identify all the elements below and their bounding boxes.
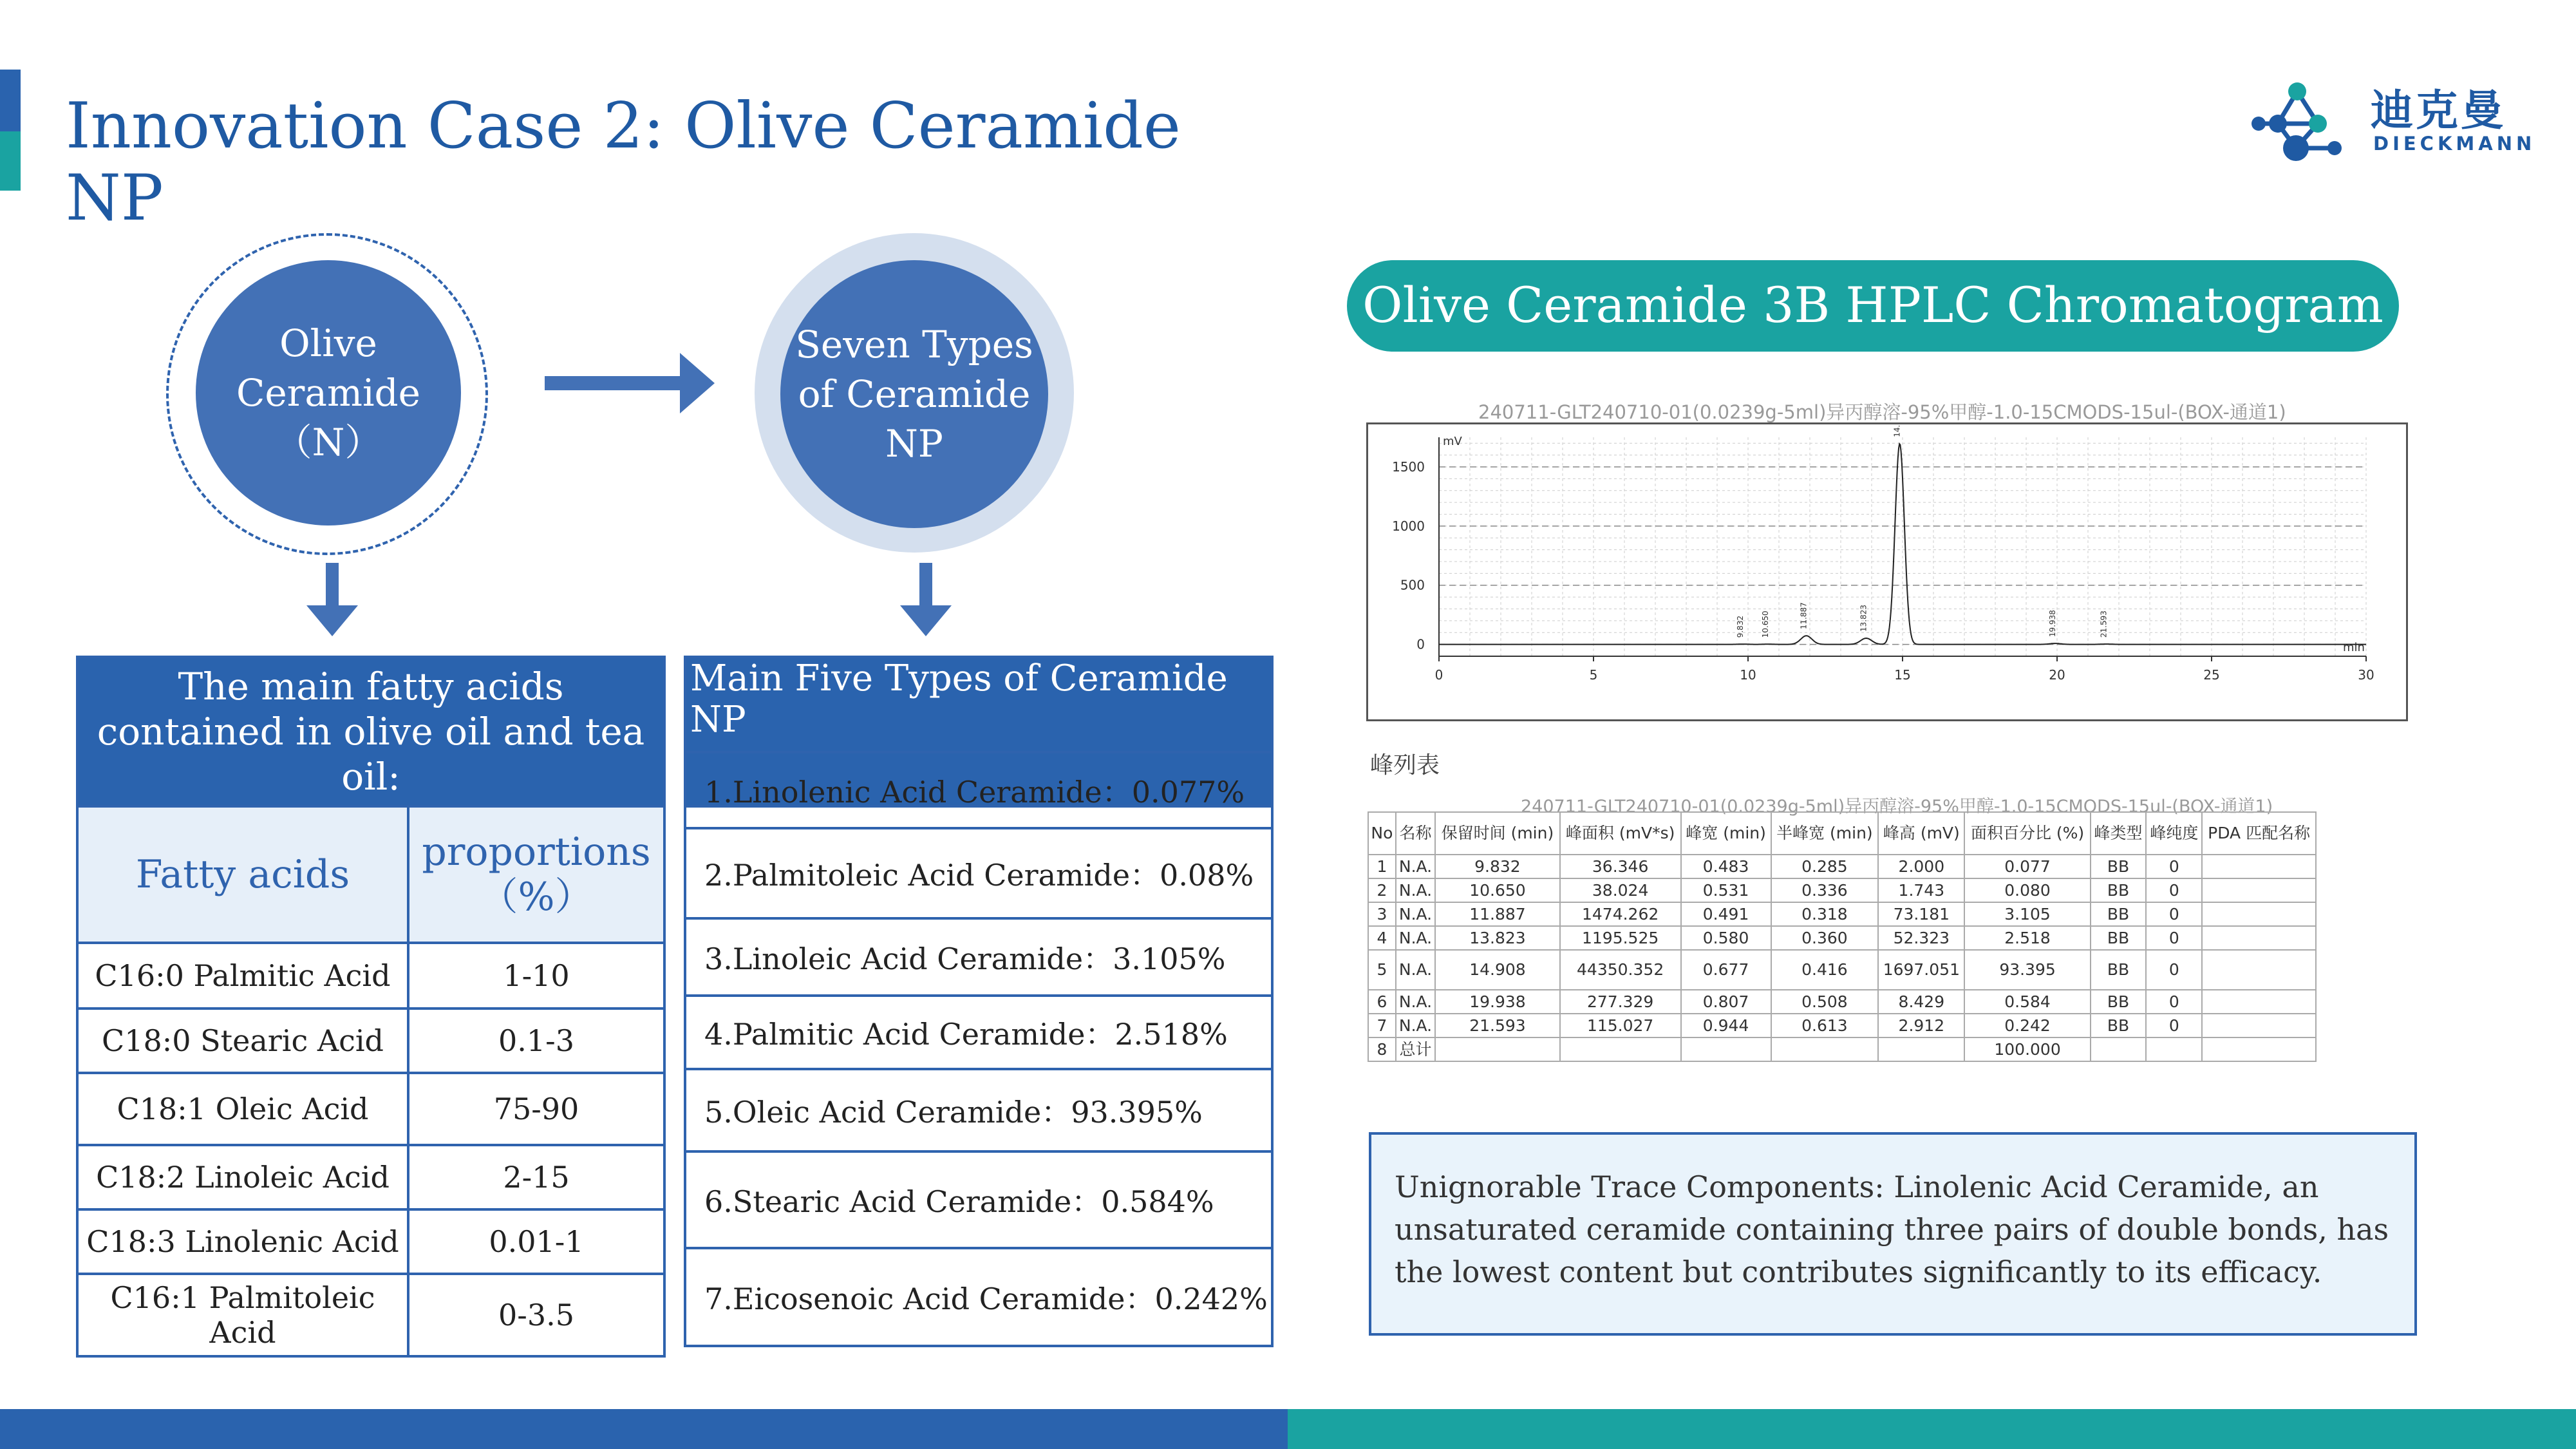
hplc-title: Olive Ceramide 3B HPLC Chromatogram [1362, 276, 2383, 334]
peak-cell: BB [2091, 950, 2147, 990]
peak-cell: 5 [1368, 950, 1396, 990]
circle-line: Seven Types [795, 322, 1033, 366]
proportion-cell: 0-3.5 [408, 1274, 664, 1356]
table-row [685, 996, 1272, 1069]
list-item: 2.Palmitoleic Acid Ceramide：0.08% [685, 828, 1272, 918]
peak-cell: 0.677 [1681, 950, 1771, 990]
peak-column-header: 峰高 (mV) [1878, 812, 1964, 855]
table-row [685, 1151, 1272, 1248]
hplc-title-pill [1347, 260, 2399, 352]
peak-cell: BB [2091, 855, 2147, 878]
peak-cell: 6 [1368, 990, 1396, 1014]
circle-line: of Ceramide [798, 372, 1031, 416]
table-row [685, 918, 1272, 996]
peak-cell: N.A. [1396, 878, 1435, 902]
peak-table-header-row [1368, 812, 2316, 855]
peak-cell: 0.944 [1681, 1014, 1771, 1037]
peak-cell: 277.329 [1560, 990, 1681, 1014]
peak-table-caption: 240711-GLT240710-01(0.0239g-5ml)异丙醇溶-95%甲醇-1.0-15CMODS-15ul-(BOX-通道1) [1521, 797, 2273, 817]
circle-line: （N） [274, 420, 382, 464]
peak-label: 11.887 [1799, 602, 1809, 630]
peak-cell: 93.395 [1964, 950, 2090, 990]
peak-column-header: No [1368, 812, 1396, 855]
table-row [685, 752, 1272, 828]
peak-cell [2202, 878, 2316, 902]
peak-cell: 2.000 [1878, 855, 1964, 878]
list-item: 6.Stearic Acid Ceramide：0.584% [685, 1151, 1272, 1248]
x-tick-label: 30 [2358, 667, 2374, 683]
peak-cell: 0.584 [1964, 990, 2090, 1014]
peak-cell: 0 [2146, 950, 2202, 990]
seven-types-circle [780, 260, 1048, 528]
table-row [1368, 926, 2316, 950]
list-item: 7.Eicosenoic Acid Ceramide：0.242% [685, 1248, 1272, 1346]
x-tick-label: 20 [2049, 667, 2065, 683]
peak-cell: 0.336 [1771, 878, 1879, 902]
peak-cell: 52.323 [1878, 926, 1964, 950]
peak-column-header: 峰纯度 [2146, 812, 2202, 855]
peak-cell: 13.823 [1435, 926, 1559, 950]
peak-cell: 0.360 [1771, 926, 1879, 950]
table-row [77, 1009, 664, 1073]
peak-cell: 1474.262 [1560, 902, 1681, 926]
peak-cell: 0.580 [1681, 926, 1771, 950]
peak-cell: 1195.525 [1560, 926, 1681, 950]
peak-cell: N.A. [1396, 855, 1435, 878]
peak-cell: BB [2091, 878, 2147, 902]
table-row [1368, 950, 2316, 990]
peak-cell: N.A. [1396, 990, 1435, 1014]
peak-table [1368, 811, 2317, 1062]
peak-cell: 1 [1368, 855, 1396, 878]
accent-bar [0, 131, 21, 191]
peak-cell: 115.027 [1560, 1014, 1681, 1037]
peak-cell [2091, 1037, 2147, 1061]
peak-label: 9.832 [1735, 615, 1745, 638]
column-header: proportions（%） [408, 806, 664, 943]
peak-cell: 7 [1368, 1014, 1396, 1037]
peak-cell: 10.650 [1435, 878, 1559, 902]
peak-column-header: PDA 匹配名称 [2202, 812, 2316, 855]
peak-column-header: 面积百分比 (%) [1964, 812, 2090, 855]
table-row [77, 1145, 664, 1209]
table-row [685, 828, 1272, 918]
chromatogram-chart [1368, 424, 2406, 719]
peak-column-header: 名称 [1396, 812, 1435, 855]
table-row [1368, 902, 2316, 926]
table-row [685, 1069, 1272, 1151]
peak-cell: 0.491 [1681, 902, 1771, 926]
peak-cell: 2 [1368, 878, 1396, 902]
x-axis-label: min [2343, 641, 2365, 654]
acid-cell: C16:1 Palmitoleic Acid [77, 1274, 408, 1356]
note-text: Unignorable Trace Components: Linolenic Acid Ceramide, an unsaturated ceramide containing three pairs of double bonds, has the lowest content but contributes significantly to its efficacy. [1395, 1170, 2389, 1289]
table-row [77, 1209, 664, 1274]
proportion-cell: 0.01-1 [408, 1209, 664, 1274]
y-axis-label: mV [1443, 435, 1462, 448]
peak-table-title: 峰列表 [1370, 752, 1440, 779]
peak-cell: 0.807 [1681, 990, 1771, 1014]
peak-column-header: 峰面积 (mV*s) [1560, 812, 1681, 855]
acid-cell: C18:1 Oleic Acid [77, 1073, 408, 1145]
peak-column-header: 半峰宽 (min) [1771, 812, 1879, 855]
x-tick-label: 15 [1894, 667, 1911, 683]
peak-cell [1435, 1037, 1559, 1061]
peak-cell [2202, 1037, 2316, 1061]
table-row [1368, 1014, 2316, 1037]
peak-cell: 8 [1368, 1037, 1396, 1061]
circle-line: Olive [279, 321, 377, 365]
proportion-cell: 2-15 [408, 1145, 664, 1209]
fatty-acids-table [76, 656, 666, 1358]
logo-text-en: DIECKMANN [2373, 133, 2536, 155]
table-row [685, 1248, 1272, 1346]
peak-cell [2202, 855, 2316, 878]
peak-cell: 0.080 [1964, 878, 2090, 902]
peak-cell [2146, 1037, 2202, 1061]
acid-cell: C18:3 Linolenic Acid [77, 1209, 408, 1274]
peak-cell: 44350.352 [1560, 950, 1681, 990]
x-tick-label: 0 [1434, 667, 1443, 683]
peak-label: 21.593 [2099, 611, 2109, 638]
footer-bar [0, 1409, 1288, 1449]
olive-ceramide-circle [196, 260, 461, 526]
page-title: Innovation Case 2: Olive Ceramide NP [66, 90, 1181, 235]
peak-cell [2202, 926, 2316, 950]
peak-cell: 3.105 [1964, 902, 2090, 926]
proportion-cell: 0.1-3 [408, 1009, 664, 1073]
peak-cell: 0 [2146, 926, 2202, 950]
down-arrow-icon [899, 563, 953, 638]
peak-cell: 0.242 [1964, 1014, 2090, 1037]
peak-cell [2202, 1014, 2316, 1037]
peak-column-header: 峰宽 (min) [1681, 812, 1771, 855]
peak-cell: 0 [2146, 990, 2202, 1014]
peak-cell: 21.593 [1435, 1014, 1559, 1037]
list-item: 5.Oleic Acid Ceramide：93.395% [685, 1069, 1272, 1151]
peak-cell: BB [2091, 1014, 2147, 1037]
peak-cell: 0 [2146, 1014, 2202, 1037]
peak-cell: 38.024 [1560, 878, 1681, 902]
peak-cell: 2.518 [1964, 926, 2090, 950]
column-header: Fatty acids [77, 806, 408, 943]
peak-cell: 14.908 [1435, 950, 1559, 990]
list-item: 4.Palmitic Acid Ceramide：2.518% [685, 996, 1272, 1069]
peak-cell: 0.416 [1771, 950, 1879, 990]
proportion-cell: 1-10 [408, 943, 664, 1009]
peak-label: 19.938 [2048, 610, 2058, 638]
peak-cell: 1697.051 [1878, 950, 1964, 990]
chart-caption: 240711-GLT240710-01(0.0239g-5ml)异丙醇溶-95%甲醇-1.0-15CMODS-15ul-(BOX-通道1) [1478, 401, 2286, 423]
y-tick-label: 1500 [1392, 459, 1425, 475]
accent-bar [0, 70, 21, 131]
x-tick-label: 10 [1740, 667, 1756, 683]
list-item: 3.Linoleic Acid Ceramide：3.105% [685, 918, 1272, 996]
peak-cell: 4 [1368, 926, 1396, 950]
table-header: Main Five Types of Ceramide NP [685, 657, 1272, 806]
circle-line: Ceramide [236, 370, 420, 415]
peak-cell: 0.613 [1771, 1014, 1879, 1037]
table-row [1368, 1037, 2316, 1061]
y-tick-label: 1000 [1392, 518, 1425, 534]
proportion-cell: 75-90 [408, 1073, 664, 1145]
peak-cell: 73.181 [1878, 902, 1964, 926]
logo-text-cn: 迪克曼 [2371, 86, 2506, 135]
peak-label: 13.823 [1859, 605, 1868, 632]
circle-line: NP [885, 421, 943, 466]
peak-cell: BB [2091, 926, 2147, 950]
footer-bar [1288, 1409, 2576, 1449]
peak-cell: N.A. [1396, 1014, 1435, 1037]
peak-cell [2202, 990, 2316, 1014]
peak-cell: 0.285 [1771, 855, 1879, 878]
down-arrow-icon [305, 563, 359, 638]
table-row [77, 1274, 664, 1356]
peak-cell [1560, 1037, 1681, 1061]
right-arrow-icon [545, 348, 719, 419]
peak-cell: N.A. [1396, 902, 1435, 926]
peak-cell: 9.832 [1435, 855, 1559, 878]
peak-label [1893, 424, 1902, 437]
note-box [1369, 1132, 2417, 1336]
peak-cell: 2.912 [1878, 1014, 1964, 1037]
peak-cell: 0.531 [1681, 878, 1771, 902]
table-row [1368, 878, 2316, 902]
peak-cell [2202, 950, 2316, 990]
peak-label: 10.650 [1761, 611, 1771, 638]
peak-cell: 0 [2146, 878, 2202, 902]
peak-cell: 19.938 [1435, 990, 1559, 1014]
peak-cell [1878, 1037, 1964, 1061]
table-row [1368, 855, 2316, 878]
x-tick-label: 5 [1589, 667, 1598, 683]
peak-cell: 0.077 [1964, 855, 2090, 878]
table-row [77, 943, 664, 1009]
peak-cell: 0.508 [1771, 990, 1879, 1014]
list-item: 1.Linolenic Acid Ceramide：0.077% [685, 752, 1272, 828]
peak-cell: 3 [1368, 902, 1396, 926]
acid-cell: C18:0 Stearic Acid [77, 1009, 408, 1073]
y-tick-label: 0 [1416, 636, 1425, 652]
peak-cell: BB [2091, 990, 2147, 1014]
peak-cell: 1.743 [1878, 878, 1964, 902]
peak-cell: N.A. [1396, 950, 1435, 990]
peak-cell: 0.483 [1681, 855, 1771, 878]
acid-cell: C18:2 Linoleic Acid [77, 1145, 408, 1209]
peak-column-header: 保留时间 (min) [1435, 812, 1559, 855]
peak-cell: 0 [2146, 902, 2202, 926]
table-row [1368, 990, 2316, 1014]
peak-cell: 8.429 [1878, 990, 1964, 1014]
chromatogram-frame [1366, 422, 2408, 721]
peak-cell: 11.887 [1435, 902, 1559, 926]
peak-cell: BB [2091, 902, 2147, 926]
table-header: The main fatty acids contained in olive oil and tea oil: [77, 657, 664, 806]
peak-cell: N.A. [1396, 926, 1435, 950]
peak-cell [2202, 902, 2316, 926]
peak-cell: 0 [2146, 855, 2202, 878]
peak-cell: 0.318 [1771, 902, 1879, 926]
y-tick-label: 500 [1400, 577, 1425, 593]
ceramide-list [684, 751, 1274, 1347]
peak-cell [1681, 1037, 1771, 1061]
peak-cell: 36.346 [1560, 855, 1681, 878]
x-tick-label: 25 [2203, 667, 2220, 683]
acid-cell: C16:0 Palmitic Acid [77, 943, 408, 1009]
peak-cell: 总计 [1396, 1037, 1435, 1061]
peak-cell [1771, 1037, 1879, 1061]
table-row [77, 1073, 664, 1145]
peak-cell: 100.000 [1964, 1037, 2090, 1061]
peak-column-header: 峰类型 [2091, 812, 2147, 855]
